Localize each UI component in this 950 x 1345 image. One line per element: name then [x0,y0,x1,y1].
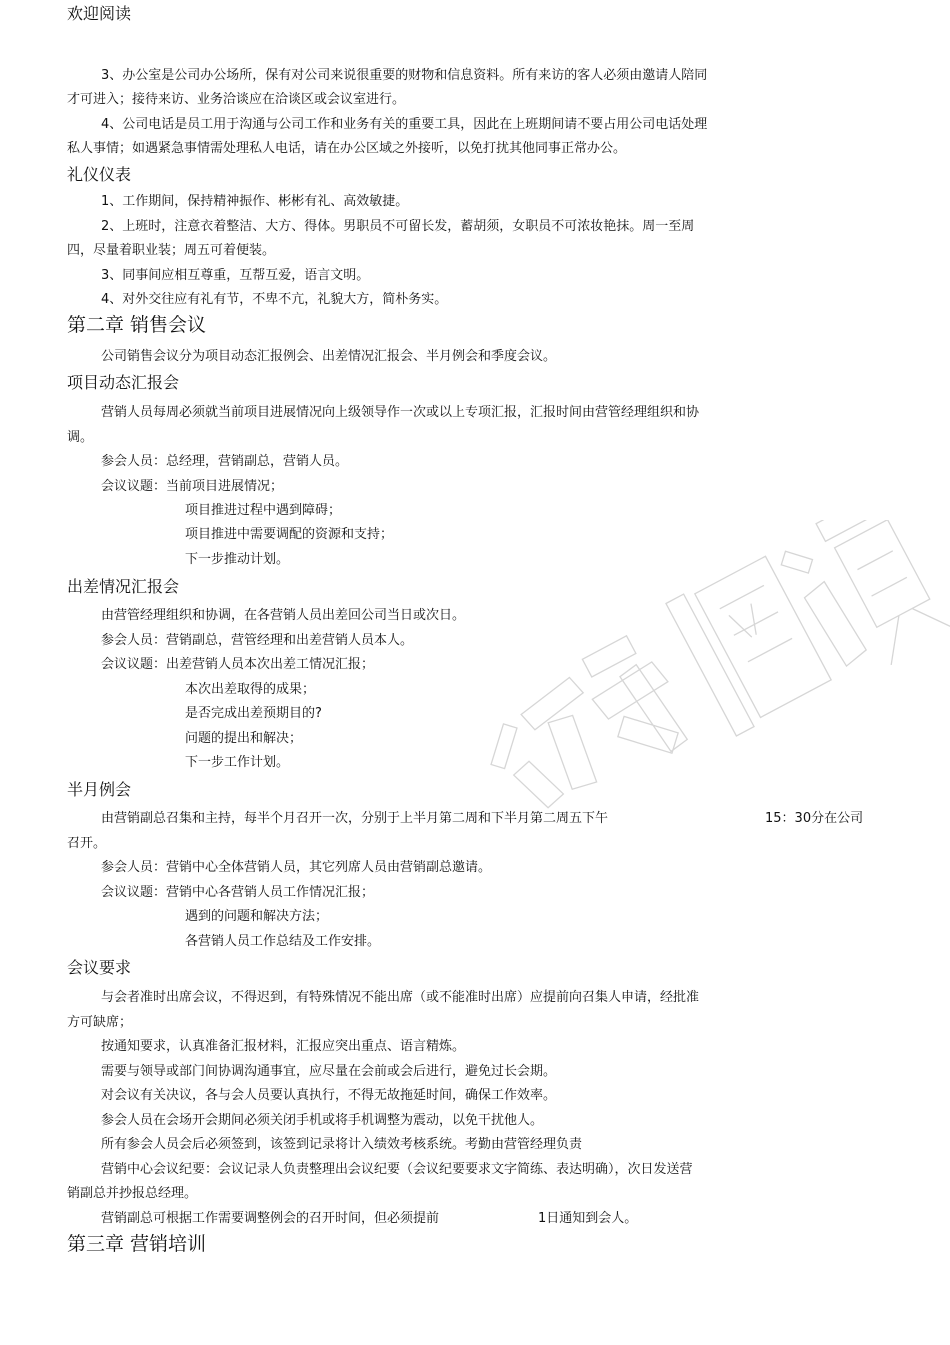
body-line: 方可缺席； [67,1015,133,1030]
body-line: 2、上班时，注意衣着整洁、大方、得体。男职员不可留长发，蓄胡须，女职员不可浓妆艳抹。周一至周 [101,219,695,234]
section-heading: 出差情况汇报会 [67,577,180,596]
body-line: 参会人员：营销中心全体营销人员，其它列席人员由营销副总邀请。 [101,860,492,875]
body-line: 对会议有关决议，各与会人员要认真执行，不得无故拖延时间，确保工作效率。 [101,1088,557,1103]
body-line: 参会人员：营销副总，营管经理和出差营销人员本人。 [101,633,414,648]
body-line: 遇到的问题和解决方法； [185,909,329,924]
body-line: 调。 [67,430,94,445]
watermark-text: 欢迎阅读 [430,520,434,521]
section-heading: 会议要求 [67,958,132,977]
body-line: 参会人员：总经理，营销副总，营销人员。 [101,454,349,469]
body-line: 销副总并抄报总经理。 [67,1186,198,1201]
body-line: 营销副总可根据工作需要调整例会的召开时间，但必须提前 [101,1211,440,1226]
body-line: 15：30分在公司 [765,811,864,826]
body-line: 3、办公室是公司办公场所，保有对公司来说很重要的财物和信息资料。所有来访的客人必须由邀请人陪同 [101,68,708,83]
body-line: 项目推进过程中遇到障碍； [185,503,342,518]
section-heading: 项目动态汇报会 [67,373,180,392]
section-heading: 半月例会 [67,780,132,799]
body-line: 1日通知到会人。 [538,1211,638,1226]
body-line: 公司销售会议分为项目动态汇报例会、出差情况汇报会、半月例会和季度会议。 [101,349,557,364]
body-line: 四，尽量着职业装；周五可着便装。 [67,243,276,258]
body-line: 营销人员每周必须就当前项目进展情况向上级领导作一次或以上专项汇报，汇报时间由营管经理组织和协 [101,405,700,420]
body-line: 问题的提出和解决； [185,731,303,746]
body-line: 各营销人员工作总结及工作安排。 [185,934,381,949]
body-line: 私人事情；如遇紧急事情需处理私人电话，请在办公区域之外接听，以免打扰其他同事正常办公。 [67,141,627,156]
body-line: 才可进入；接待来访、业务洽谈应在洽谈区或会议室进行。 [67,92,406,107]
body-line: 4、公司电话是员工用于沟通与公司工作和业务有关的重要工具，因此在上班期间请不要占用公司电话处理 [101,117,708,132]
body-line: 4、对外交往应有礼有节，不卑不亢，礼貌大方，简朴务实。 [101,292,448,307]
watermark-outline [430,520,950,820]
section-heading: 欢迎阅读 [67,4,132,23]
body-line: 下一步工作计划。 [185,755,290,770]
body-line: 需要与领导或部门间协调沟通事宜，应尽量在会前或会后进行，避免过长会期。 [101,1064,557,1079]
section-heading: 第三章 营销培训 [67,1233,207,1255]
body-line: 与会者准时出席会议，不得迟到，有特殊情况不能出席（或不能准时出席）应提前向召集人申请，经批准 [101,990,700,1005]
body-line: 会议议题：出差营销人员本次出差工情况汇报； [101,657,375,672]
body-line: 项目推进中需要调配的资源和支持； [185,527,394,542]
body-line: 由营管经理组织和协调，在各营销人员出差回公司当日或次日。 [101,608,466,623]
body-line: 参会人员在会场开会期间必须关闭手机或将手机调整为震动，以免干扰他人。 [101,1113,544,1128]
body-line: 是否完成出差预期目的? [185,706,322,721]
body-line: 营销中心会议纪要：会议记录人负责整理出会议纪要（会议纪要要求文字简练、表达明确），次日发送营 [101,1162,693,1177]
body-line: 按通知要求，认真准备汇报材料，汇报应突出重点、语言精炼。 [101,1039,466,1054]
section-heading: 礼仪仪表 [67,165,132,184]
body-line: 由营销副总召集和主持，每半个月召开一次，分别于上半月第二周和下半月第二周五下午 [101,811,609,826]
body-line: 所有参会人员会后必须签到，该签到记录将计入绩效考核系统。考勤由营管经理负责 [101,1137,583,1152]
body-line: 会议议题：当前项目进展情况； [101,479,284,494]
body-line: 本次出差取得的成果； [185,682,316,697]
section-heading: 第二章 销售会议 [67,314,207,336]
body-line: 会议议题：营销中心各营销人员工作情况汇报； [101,885,375,900]
body-line: 下一步推动计划。 [185,552,290,567]
body-line: 召开。 [67,836,107,851]
body-line: 3、同事间应相互尊重，互帮互爱，语言文明。 [101,268,370,283]
body-line: 1、工作期间，保持精神振作、彬彬有礼、高效敏捷。 [101,194,409,209]
